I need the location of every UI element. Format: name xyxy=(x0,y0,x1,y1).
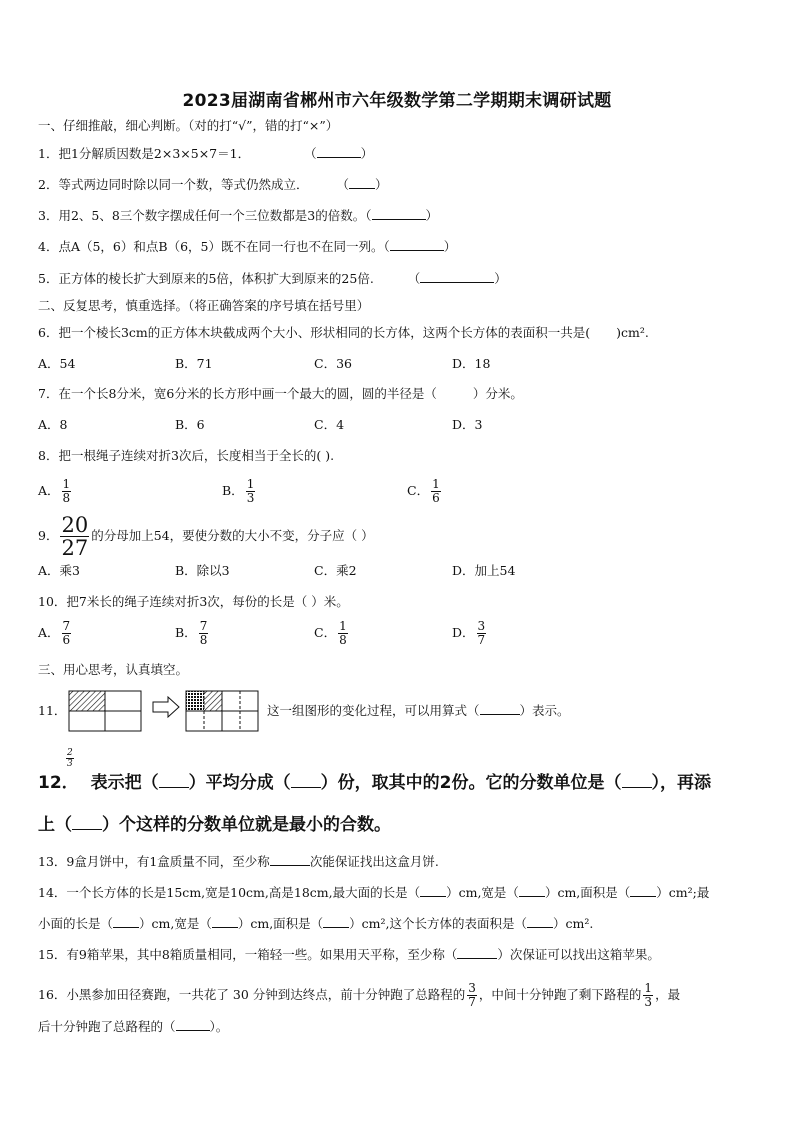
q5-text: 5．正方体的棱长扩大到原来的5倍，体积扩大到原来的25倍. xyxy=(38,271,374,286)
q8-option-c-fraction: $\frac{1}{6}$ xyxy=(432,477,440,505)
question-14-line-1: 14．一个长方体的长是15cm,宽是10cm,高是18cm,最大面的长是（ ）cm,宽是（ ）cm,面积是（ ）cm²;最 xyxy=(38,885,710,900)
q9-option-c[interactable]: C．乘2 xyxy=(314,563,357,578)
q10-option-a-fraction: $\frac{7}{6}$ xyxy=(62,619,71,647)
q3-answer-blank[interactable] xyxy=(372,207,426,220)
q14-blank-6[interactable] xyxy=(323,915,349,928)
q8-option-b[interactable]: B． $\frac{1}{3}$ xyxy=(222,477,255,505)
q1-answer-blank[interactable]: （ ） xyxy=(304,146,374,161)
q10-option-b-fraction: $\frac{7}{8}$ xyxy=(199,619,208,647)
question-4: 4．点A（5，6）和点B（6，5）既不在同一行也不在同一列。（ ） xyxy=(38,239,457,254)
q7-option-d[interactable]: D．3 xyxy=(452,417,483,432)
q10-option-d-fraction: $\frac{3}{7}$ xyxy=(477,619,486,647)
question-14-line-2: 小面的长是（ ）cm,宽是（ ）cm,面积是（ ）cm²,这个长方体的表面积是（ ）cm². xyxy=(38,916,594,931)
q4-text: 4．点A（5，6）和点B（6，5）既不在同一行也不在同一列。（ xyxy=(38,239,390,254)
q14-blank-3[interactable] xyxy=(630,884,656,897)
q9-fraction: $\frac{20}{27}$ xyxy=(61,513,89,560)
question-3: 3．用2、5、8三个数字摆成任何一个三位数都是3的倍数。（ ） xyxy=(38,208,439,223)
q13-answer-blank[interactable] xyxy=(270,853,310,866)
q10-option-a[interactable]: A． $\frac{7}{6}$ xyxy=(38,619,71,647)
q7-option-a[interactable]: A．8 xyxy=(38,417,68,432)
q8-option-a-fraction: $\frac{1}{8}$ xyxy=(62,477,71,505)
question-5 xyxy=(38,270,507,288)
question-8: 8．把一根绳子连续对折3次后，长度相当于全长的( ). xyxy=(38,448,335,463)
q15-answer-blank[interactable] xyxy=(457,946,497,959)
question-11-number: 11． xyxy=(38,703,67,718)
question-6: 6．把一个棱长3cm的正方体木块截成两个大小、形状相同的长方体，这两个长方体的表面积一共是( )cm². xyxy=(38,325,649,340)
q8-option-a[interactable]: A． $\frac{1}{8}$ xyxy=(38,477,71,505)
q8-option-b-fraction: $\frac{1}{3}$ xyxy=(246,477,255,505)
q12-blank-3[interactable] xyxy=(622,775,652,788)
arrow-right-icon xyxy=(152,696,180,718)
q6-option-b[interactable]: B．71 xyxy=(175,356,213,371)
question-13: 13．9盒月饼中，有1盒质量不同，至少称 次能保证找出这盒月饼. xyxy=(38,854,439,869)
q10-option-c[interactable]: C． $\frac{1}{8}$ xyxy=(314,619,347,647)
q12-blank-1[interactable] xyxy=(159,775,189,788)
q2-text: 2．等式两边同时除以同一个数，等式仍然成立． xyxy=(38,177,309,192)
q14-blank-2[interactable] xyxy=(519,884,545,897)
q7-option-b[interactable]: B．6 xyxy=(175,417,205,432)
q7-option-c[interactable]: C．4 xyxy=(314,417,345,432)
section-1-heading: 一、仔细推敲，细心判断。（对的打“√”，错的打“×”） xyxy=(38,118,339,133)
question-1 xyxy=(38,145,373,163)
section-2-heading: 二、反复思考，慎重选择。（将正确答案的序号填在括号里） xyxy=(38,298,370,313)
question-2 xyxy=(38,176,387,194)
q11-figure-left xyxy=(68,690,142,732)
page-title: 2023届湖南省郴州市六年级数学第二学期期末调研试题 xyxy=(182,91,612,111)
q6-option-c[interactable]: C．36 xyxy=(314,356,352,371)
q16-answer-blank[interactable] xyxy=(176,1018,210,1031)
q11-figure-right xyxy=(185,690,259,732)
section-3-heading: 三、用心思考，认真填空。 xyxy=(38,662,189,677)
question-16-line-2: 后十分钟跑了总路程的（ ）。 xyxy=(38,1019,229,1034)
question-9: 9． $\frac{20}{27}$ 的分母加上54，要使分数的大小不变，分子应（ ） xyxy=(38,513,374,560)
q14-blank-5[interactable] xyxy=(212,915,238,928)
q14-blank-4[interactable] xyxy=(113,915,139,928)
q14-blank-7[interactable] xyxy=(527,915,553,928)
q3-text: 3．用2、5、8三个数字摆成任何一个三位数都是3的倍数。（ xyxy=(38,208,372,223)
q9-option-a[interactable]: A．乘3 xyxy=(38,563,80,578)
q12-blank-4[interactable] xyxy=(72,817,102,830)
q14-blank-1[interactable] xyxy=(420,884,446,897)
question-11: 这一组图形的变化过程，可以用算式（ ）表示。 xyxy=(267,703,570,718)
q10-option-c-fraction: $\frac{1}{8}$ xyxy=(339,619,347,647)
q4-answer-blank[interactable] xyxy=(390,238,444,251)
q12-fraction: $\frac{2}{3}$ xyxy=(67,748,73,769)
q5-answer-blank[interactable]: （ ） xyxy=(407,271,507,286)
q12-blank-2[interactable] xyxy=(291,775,321,788)
question-10: 10．把7米长的绳子连续对折3次，每份的长是（ ）米。 xyxy=(38,594,349,609)
q6-option-d[interactable]: D．18 xyxy=(452,356,491,371)
question-16-line-1: 16．小黑参加田径赛跑，一共花了 30 分钟到达终点，前十分钟跑了总路程的 $\frac{3}{7}$ ，中间十分钟跑了剩下路程的 $\frac{1}{3}$ ，最 xyxy=(38,981,681,1009)
q1-text: 1．把1分解质因数是2×3×5×7＝1． xyxy=(38,146,251,161)
q10-option-d[interactable]: D． $\frac{3}{7}$ xyxy=(452,619,486,647)
q11-answer-blank[interactable] xyxy=(480,702,520,715)
question-12-line-1: 12． 表示把（ ）平均分成（ ）份，取其中的2份。它的分数单位是（ ），再添 xyxy=(38,773,711,793)
q9-option-d[interactable]: D．加上54 xyxy=(452,563,516,578)
question-12-line-2: 上（ ）个这样的分数单位就是最小的合数。 xyxy=(38,815,391,835)
question-7: 7．在一个长8分米，宽6分米的长方形中画一个最大的圆，圆的半径是（ ）分米。 xyxy=(38,386,523,401)
question-15: 15．有9箱苹果，其中8箱质量相同，一箱轻一些。如果用天平称，至少称（ ）次保证可以找出这箱苹果。 xyxy=(38,947,660,962)
q8-option-c[interactable]: C． $\frac{1}{6}$ xyxy=(407,477,440,505)
q2-answer-blank[interactable]: （ ） xyxy=(336,177,388,192)
q16-fraction-1: $\frac{3}{7}$ xyxy=(468,981,476,1009)
q10-option-b[interactable]: B． $\frac{7}{8}$ xyxy=(175,619,208,647)
q9-option-b[interactable]: B．除以3 xyxy=(175,563,230,578)
q16-fraction-2: $\frac{1}{3}$ xyxy=(644,981,653,1009)
q6-option-a[interactable]: A．54 xyxy=(38,356,76,371)
